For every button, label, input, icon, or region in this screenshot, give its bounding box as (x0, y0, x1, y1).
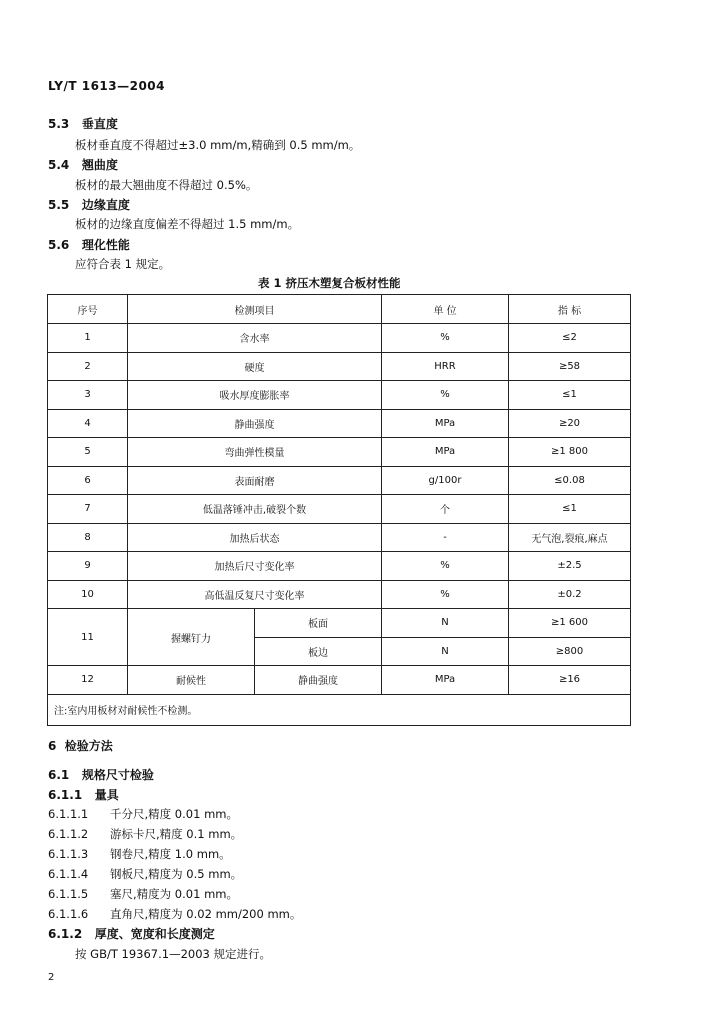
section-title: 理化性能 (81, 238, 130, 252)
row-item: 表面耐磨 (128, 466, 382, 495)
table-row (48, 552, 631, 581)
row-index: ≤2 (509, 324, 631, 353)
section-number: 6.1 (48, 768, 70, 782)
section-number: 6.1.2 (48, 927, 83, 941)
table-row (48, 666, 631, 695)
section-title: 厚度、宽度和长度测定 (94, 927, 215, 941)
row-index: 无气泡,裂痕,麻点 (509, 523, 631, 552)
section-title: 翘曲度 (81, 158, 118, 172)
section-6-1-1-heading (48, 786, 119, 803)
item-text: 塞尺,精度为 0.01 mm。 (110, 887, 238, 901)
row-index: ≥1 600 (509, 609, 631, 638)
tool-item (48, 846, 231, 862)
row-item: 硬度 (128, 352, 382, 381)
row-seq: 11 (48, 609, 128, 666)
row-item: 弯曲弹性模量 (128, 438, 382, 467)
row-subitem: 板边 (255, 637, 382, 666)
tool-item (48, 806, 238, 822)
row-item: 握螺钉力 (128, 609, 255, 666)
row-seq: 4 (48, 409, 128, 438)
row-index: ±0.2 (509, 580, 631, 609)
header-item: 检测项目 (128, 295, 382, 324)
section-number: 5.3 (48, 117, 70, 131)
row-unit: MPa (382, 409, 509, 438)
row-seq: 9 (48, 552, 128, 581)
table-row (48, 438, 631, 467)
row-unit: N (382, 609, 509, 638)
section-6-heading (48, 737, 113, 754)
section-5-4-text: 板材的最大翘曲度不得超过 0.5%。 (75, 178, 258, 192)
row-item: 吸水厚度膨胀率 (128, 381, 382, 410)
table-row (48, 352, 631, 381)
row-index: ≥58 (509, 352, 631, 381)
row-unit: % (382, 580, 509, 609)
row-unit: HRR (382, 352, 509, 381)
row-unit: N (382, 637, 509, 666)
table-note-row (48, 694, 631, 725)
section-6-1-heading (48, 766, 154, 783)
section-5-3-text: 板材垂直度不得超过±3.0 mm/m,精确到 0.5 mm/m。 (75, 138, 361, 152)
row-index: ≤1 (509, 495, 631, 524)
row-unit: % (382, 381, 509, 410)
section-title: 垂直度 (81, 117, 118, 131)
row-item: 静曲强度 (128, 409, 382, 438)
item-number: 6.1.1.6 (48, 907, 89, 921)
section-number: 5.5 (48, 198, 70, 212)
row-seq: 3 (48, 381, 128, 410)
header-index: 指 标 (509, 295, 631, 324)
row-item: 高低温反复尺寸变化率 (128, 580, 382, 609)
section-6-1-2-heading (48, 925, 215, 942)
row-index: ±2.5 (509, 552, 631, 581)
item-number: 6.1.1.2 (48, 827, 89, 841)
row-seq: 12 (48, 666, 128, 695)
header-unit: 单 位 (382, 295, 509, 324)
item-text: 游标卡尺,精度 0.1 mm。 (110, 827, 243, 841)
section-title: 边缘直度 (81, 198, 130, 212)
row-seq: 8 (48, 523, 128, 552)
row-index: ≥1 800 (509, 438, 631, 467)
row-index: ≥800 (509, 637, 631, 666)
table-row (48, 523, 631, 552)
properties-table (47, 294, 631, 726)
table-row (48, 580, 631, 609)
item-text: 千分尺,精度 0.01 mm。 (110, 807, 238, 821)
row-item: 耐候性 (128, 666, 255, 695)
row-seq: 10 (48, 580, 128, 609)
tool-item (48, 826, 242, 842)
section-5-4-heading (48, 156, 118, 173)
row-unit: MPa (382, 666, 509, 695)
section-title: 检验方法 (64, 739, 113, 753)
table-caption: 表 1 挤压木塑复合板材性能 (258, 276, 401, 290)
section-5-6-text: 应符合表 1 规定。 (75, 257, 171, 271)
row-item: 低温落锤冲击,破裂个数 (128, 495, 382, 524)
section-5-3-heading (48, 115, 118, 132)
row-unit: g/100r (382, 466, 509, 495)
table-row (48, 495, 631, 524)
row-item: 加热后尺寸变化率 (128, 552, 382, 581)
item-number: 6.1.1.1 (48, 807, 89, 821)
item-number: 6.1.1.3 (48, 847, 89, 861)
row-seq: 1 (48, 324, 128, 353)
page-number: 2 (48, 972, 55, 983)
section-5-6-heading (48, 236, 130, 253)
tool-item (48, 886, 238, 902)
item-number: 6.1.1.4 (48, 867, 89, 881)
row-item: 加热后状态 (128, 523, 382, 552)
row-unit: MPa (382, 438, 509, 467)
section-title: 量具 (94, 788, 119, 802)
row-subitem: 板面 (255, 609, 382, 638)
row-index: ≥20 (509, 409, 631, 438)
table-row (48, 466, 631, 495)
row-subitem: 静曲强度 (255, 666, 382, 695)
row-seq: 7 (48, 495, 128, 524)
tool-item (48, 906, 301, 922)
item-text: 钢卷尺,精度 1.0 mm。 (110, 847, 231, 861)
table-row (48, 609, 631, 638)
row-seq: 5 (48, 438, 128, 467)
item-number: 6.1.1.5 (48, 887, 89, 901)
row-seq: 2 (48, 352, 128, 381)
table-row (48, 381, 631, 410)
section-number: 6 (48, 739, 57, 753)
row-index: ≥16 (509, 666, 631, 695)
row-unit: % (382, 324, 509, 353)
item-text: 直角尺,精度为 0.02 mm/200 mm。 (110, 907, 302, 921)
row-unit: % (382, 552, 509, 581)
section-6-1-2-text: 按 GB/T 19367.1—2003 规定进行。 (75, 947, 271, 961)
section-number: 5.4 (48, 158, 70, 172)
row-index: ≤1 (509, 381, 631, 410)
table-note: 注:室内用板材对耐候性不检测。 (48, 694, 631, 725)
row-item: 含水率 (128, 324, 382, 353)
row-unit: 个 (382, 495, 509, 524)
tool-item (48, 866, 242, 882)
row-index: ≤0.08 (509, 466, 631, 495)
item-text: 钢板尺,精度为 0.5 mm。 (110, 867, 243, 881)
standard-code: LY/T 1613—2004 (48, 79, 166, 93)
table-row (48, 324, 631, 353)
section-number: 6.1.1 (48, 788, 83, 802)
section-5-5-heading (48, 196, 130, 213)
header-seq: 序号 (48, 295, 128, 324)
table-row (48, 409, 631, 438)
section-number: 5.6 (48, 238, 70, 252)
row-unit: - (382, 523, 509, 552)
section-title: 规格尺寸检验 (81, 768, 154, 782)
row-seq: 6 (48, 466, 128, 495)
section-5-5-text: 板材的边缘直度偏差不得超过 1.5 mm/m。 (75, 217, 300, 231)
table-header-row (48, 295, 631, 324)
